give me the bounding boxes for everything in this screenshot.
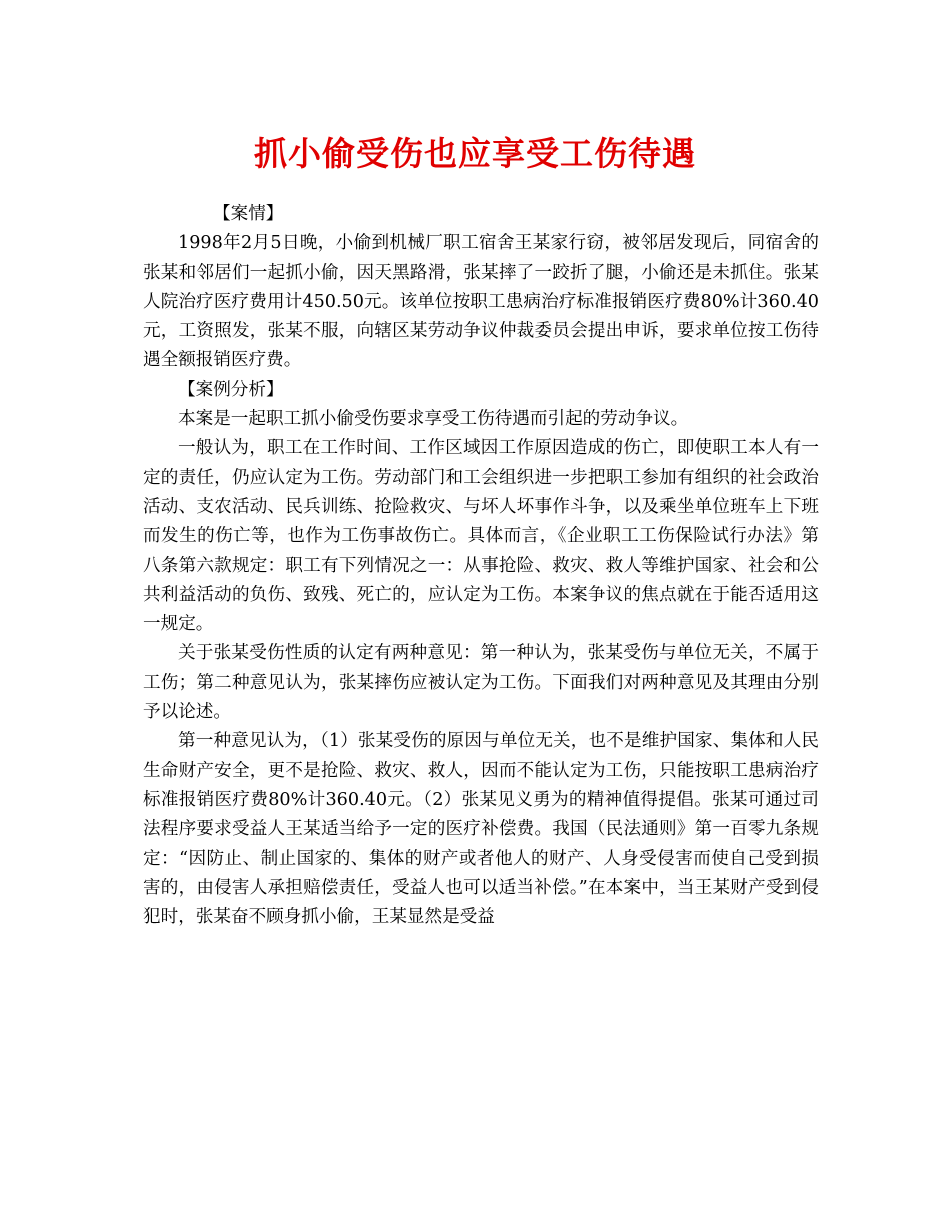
- analysis-paragraph-2: 一般认为，职工在工作时间、工作区域因工作原因造成的伤亡，即使职工本人有一定的责任，仍应认定为工伤。劳动部门和工会组织进一步把职工参加有组织的社会政治活动、支农活动、民兵训练、抢险救灾、与坏人坏事作斗争，以及乘坐单位班车上下班而发生的伤亡等，也作为工伤事故伤亡。具体而言，《企业职工工伤保险试行办法》第八条第六款规定：职工有下列情况之一：从事抢险、救灾、救人等维护国家、社会和公共利益活动的负伤、致残、死亡的，应认定为工伤。本案争议的焦点就在于能否适用这一规定。: [143, 438, 819, 635]
- analysis-paragraph-3: 关于张某受伤性质的认定有两种意见：第一种认为，张某受伤与单位无关，不属于工伤；第二种意见认为，张某摔伤应被认定为工伤。下面我们对两种意见及其理由分别予以论述。: [143, 643, 819, 723]
- document-body: [143, 200, 819, 932]
- analysis-paragraph-4: 第一种意见认为，（1）张某受伤的原因与单位无关，也不是维护国家、集体和人民生命财产安全，更不是抢险、救灾、救人，因而不能认定为工伤，只能按职工患病治疗标准报销医疗费80%计360.40元。（2）张某见义勇为的精神值得提倡。张某可通过司法程序要求受益人王某适当给予一定的医疗补偿费。我国（民法通则》第一百零九条规定：“因防止、制止国家的、集体的财产或者他人的财产、人身受侵害而使自己受到损害的，由侵害人承担赔偿责任，受益人也可以适当补偿。”在本案中，当王某财产受到侵犯时，张某奋不顾身抓小偷，王某显然是受益: [143, 731, 819, 928]
- document-title: 抓小偷受伤也应享受工伤待遇: [254, 134, 696, 173]
- case-paragraph: 1998年2月5日晚，小偷到机械厂职工宿舍王某家行窃，被邻居发现后，同宿舍的张某和邻居们一起抓小偷，因天黑路滑，张某摔了一跤折了腿，小偷还是未抓住。张某人院治疗医疗费用计450.50元。该单位按职工患病治疗标准报销医疗费80%计360.40元，工资照发，张某不服，向辖区某劳动争议仲裁委员会提出申诉，要求单位按工伤待遇全额报销医疗费。: [143, 233, 819, 371]
- analysis-heading: 【案例分析】: [178, 379, 284, 400]
- analysis-paragraph-1: 本案是一起职工抓小偷受伤要求享受工伤待遇而引起的劳动争议。: [178, 409, 689, 430]
- case-heading: 【案情】: [213, 204, 284, 224]
